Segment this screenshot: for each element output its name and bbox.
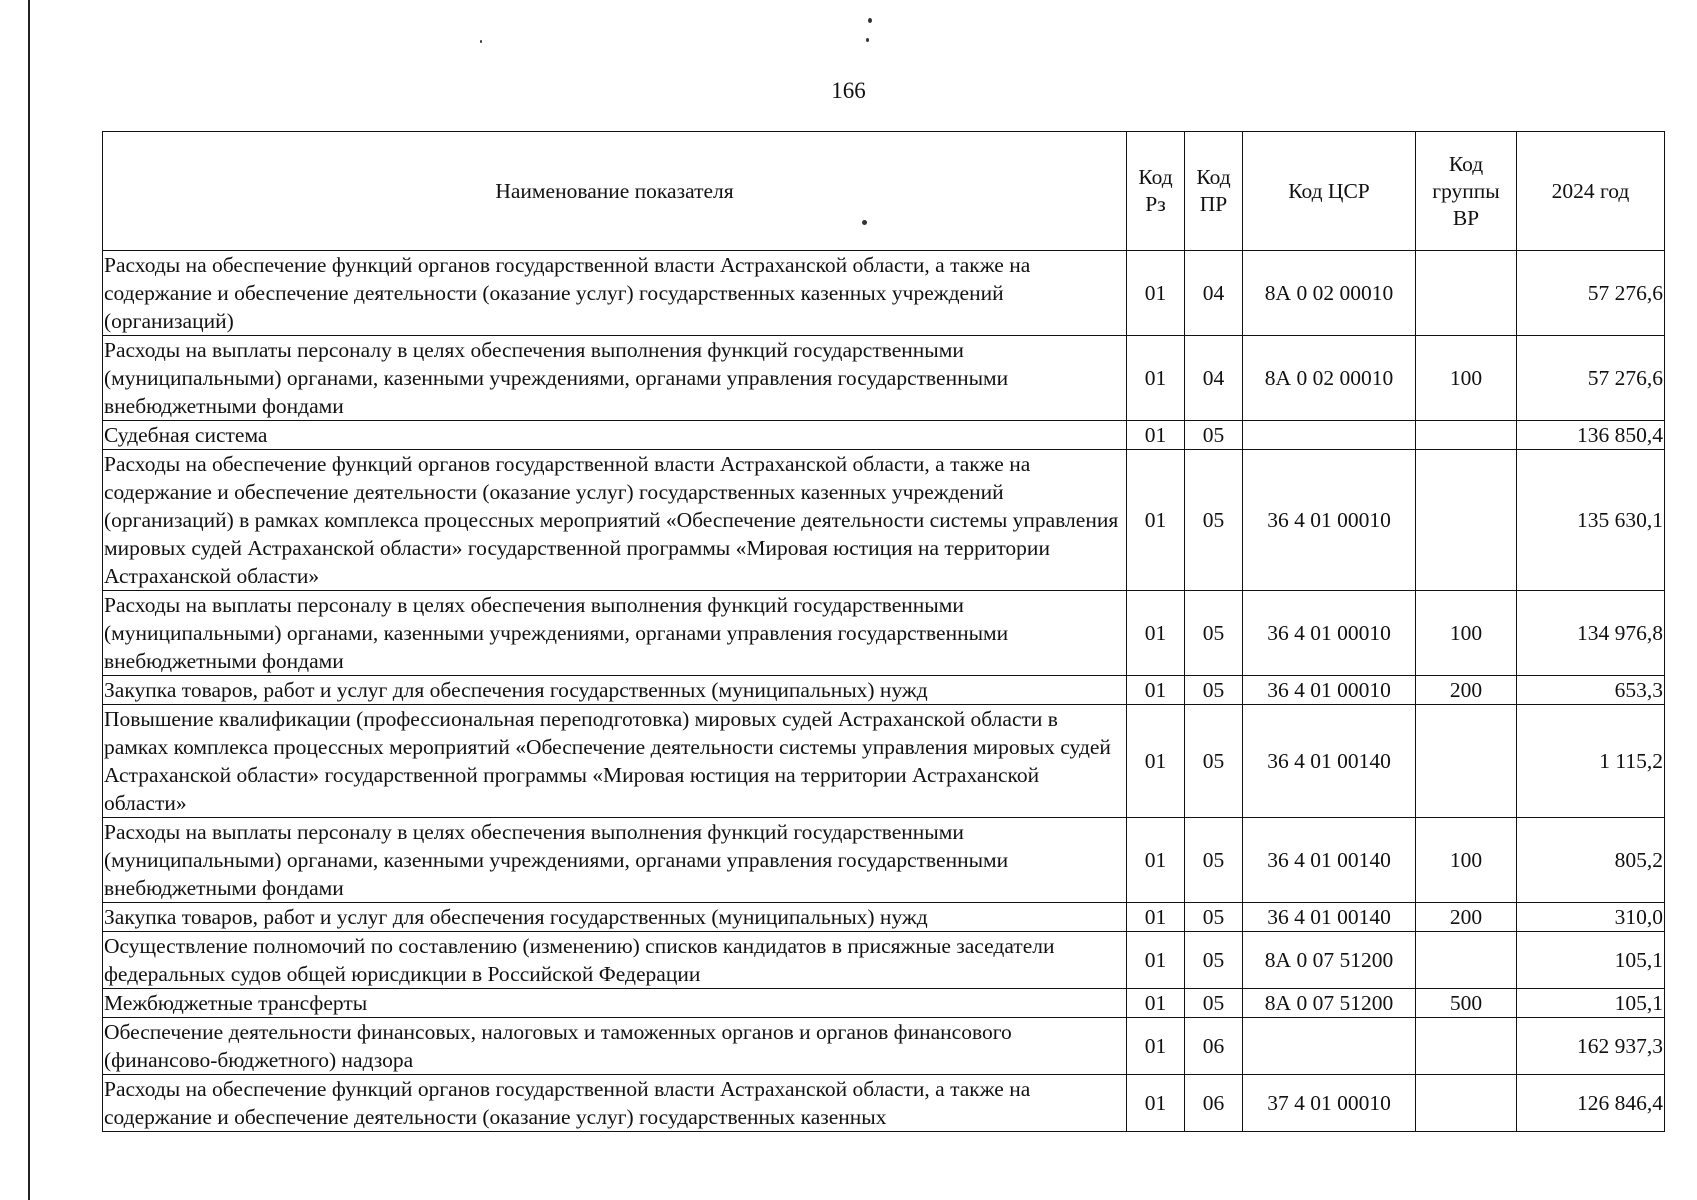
header-csr: Код ЦСР [1243, 132, 1416, 251]
row-csr: 8А 0 07 51200 [1243, 932, 1416, 989]
row-csr: 8А 0 07 51200 [1243, 989, 1416, 1018]
table-row [103, 989, 1665, 1018]
row-amount: 126 846,4 [1517, 1075, 1665, 1132]
row-vr [1416, 1018, 1517, 1075]
row-pr: 05 [1185, 818, 1243, 903]
budget-table [102, 131, 1665, 1132]
row-pr: 05 [1185, 421, 1243, 450]
table-row [103, 591, 1665, 676]
row-amount: 162 937,3 [1517, 1018, 1665, 1075]
row-vr [1416, 251, 1517, 336]
row-rz: 01 [1127, 251, 1185, 336]
scan-speck [868, 18, 872, 23]
row-csr: 36 4 01 00010 [1243, 591, 1416, 676]
row-csr [1243, 421, 1416, 450]
row-name: Расходы на обеспечение функций органов государственной власти Астраханской области, а также на содержание и обеспечение деятельности (оказание услуг) государственных казенных учреждений (организаций) в рамках комплекса процессных мероприятий «Обеспечение деятельности системы управления мировых судей Астраханской области» государственной программы «Мировая юстиция на территории Астраханской области» [103, 450, 1127, 591]
row-pr: 05 [1185, 450, 1243, 591]
row-csr: 8А 0 02 00010 [1243, 336, 1416, 421]
row-name: Расходы на выплаты персоналу в целях обеспечения выполнения функций государственными (муниципальными) органами, казенными учреждениями, органами управления государственными внебюджетными фондами [103, 336, 1127, 421]
row-pr: 06 [1185, 1018, 1243, 1075]
row-pr: 04 [1185, 336, 1243, 421]
row-name: Закупка товаров, работ и услуг для обеспечения государственных (муниципальных) нужд [103, 676, 1127, 705]
row-amount: 653,3 [1517, 676, 1665, 705]
row-amount: 105,1 [1517, 989, 1665, 1018]
row-csr: 36 4 01 00140 [1243, 903, 1416, 932]
row-name: Расходы на обеспечение функций органов государственной власти Астраханской области, а также на содержание и обеспечение деятельности (оказание услуг) государственных казенных учреждений (организаций) [103, 251, 1127, 336]
scan-speck [480, 40, 482, 43]
row-csr: 36 4 01 00140 [1243, 818, 1416, 903]
row-rz: 01 [1127, 1075, 1185, 1132]
row-vr [1416, 450, 1517, 591]
row-rz: 01 [1127, 705, 1185, 818]
row-amount: 57 276,6 [1517, 251, 1665, 336]
row-csr: 36 4 01 00010 [1243, 450, 1416, 591]
table-row [103, 450, 1665, 591]
scan-speck [866, 38, 869, 42]
row-pr: 06 [1185, 1075, 1243, 1132]
row-amount: 1 115,2 [1517, 705, 1665, 818]
row-vr: 100 [1416, 591, 1517, 676]
row-csr [1243, 1018, 1416, 1075]
page-number: 166 [831, 78, 866, 103]
row-pr: 05 [1185, 591, 1243, 676]
row-pr: 05 [1185, 676, 1243, 705]
row-pr: 05 [1185, 989, 1243, 1018]
row-vr [1416, 421, 1517, 450]
row-name: Расходы на обеспечение функций органов государственной власти Астраханской области, а также на содержание и обеспечение деятельности (оказание услуг) государственных казенных [103, 1075, 1127, 1132]
header-row [103, 132, 1665, 251]
row-amount: 135 630,1 [1517, 450, 1665, 591]
row-amount: 134 976,8 [1517, 591, 1665, 676]
binding-edge-line [28, 0, 30, 1200]
row-amount: 310,0 [1517, 903, 1665, 932]
header-year: 2024 год [1517, 132, 1665, 251]
row-vr: 100 [1416, 336, 1517, 421]
header-vr: Код группы ВР [1416, 132, 1517, 251]
row-name: Повышение квалификации (профессиональная переподготовка) мировых судей Астраханской области в рамках комплекса процессных мероприятий «Обеспечение деятельности системы управления мировых судей Астраханской области» государственной программы «Мировая юстиция на территории Астраханской области» [103, 705, 1127, 818]
row-name: Судебная система [103, 421, 1127, 450]
row-rz: 01 [1127, 1018, 1185, 1075]
row-name: Осуществление полномочий по составлению (изменению) списков кандидатов в присяжные заседатели федеральных судов общей юрисдикции в Российской Федерации [103, 932, 1127, 989]
row-vr [1416, 705, 1517, 818]
row-rz: 01 [1127, 591, 1185, 676]
row-rz: 01 [1127, 450, 1185, 591]
row-name: Расходы на выплаты персоналу в целях обеспечения выполнения функций государственными (муниципальными) органами, казенными учреждениями, органами управления государственными внебюджетными фондами [103, 818, 1127, 903]
row-amount: 105,1 [1517, 932, 1665, 989]
table-row [103, 932, 1665, 989]
header-pr: Код ПР [1185, 132, 1243, 251]
row-rz: 01 [1127, 903, 1185, 932]
row-vr: 200 [1416, 676, 1517, 705]
row-pr: 05 [1185, 903, 1243, 932]
row-vr: 200 [1416, 903, 1517, 932]
table-row [103, 903, 1665, 932]
row-pr: 04 [1185, 251, 1243, 336]
row-rz: 01 [1127, 676, 1185, 705]
row-pr: 05 [1185, 705, 1243, 818]
header-name: Наименование показателя [103, 132, 1127, 251]
row-vr: 500 [1416, 989, 1517, 1018]
table-row [103, 251, 1665, 336]
table-row [103, 676, 1665, 705]
row-rz: 01 [1127, 421, 1185, 450]
row-rz: 01 [1127, 932, 1185, 989]
table-row [103, 705, 1665, 818]
table-row [103, 336, 1665, 421]
row-vr [1416, 932, 1517, 989]
table-row [103, 1075, 1665, 1132]
row-vr: 100 [1416, 818, 1517, 903]
row-csr: 36 4 01 00010 [1243, 676, 1416, 705]
row-csr: 37 4 01 00010 [1243, 1075, 1416, 1132]
table-row [103, 1018, 1665, 1075]
row-name: Закупка товаров, работ и услуг для обеспечения государственных (муниципальных) нужд [103, 903, 1127, 932]
row-amount: 136 850,4 [1517, 421, 1665, 450]
row-vr [1416, 1075, 1517, 1132]
row-name: Межбюджетные трансферты [103, 989, 1127, 1018]
row-rz: 01 [1127, 336, 1185, 421]
row-name: Расходы на выплаты персоналу в целях обеспечения выполнения функций государственными (муниципальными) органами, казенными учреждениями, органами управления государственными внебюджетными фондами [103, 591, 1127, 676]
row-csr: 36 4 01 00140 [1243, 705, 1416, 818]
row-pr: 05 [1185, 932, 1243, 989]
row-name: Обеспечение деятельности финансовых, налоговых и таможенных органов и органов финансового (финансово-бюджетного) надзора [103, 1018, 1127, 1075]
row-rz: 01 [1127, 818, 1185, 903]
row-amount: 57 276,6 [1517, 336, 1665, 421]
header-rz: Код Рз [1127, 132, 1185, 251]
table-row [103, 818, 1665, 903]
row-csr: 8А 0 02 00010 [1243, 251, 1416, 336]
row-rz: 01 [1127, 989, 1185, 1018]
row-amount: 805,2 [1517, 818, 1665, 903]
table-row [103, 421, 1665, 450]
